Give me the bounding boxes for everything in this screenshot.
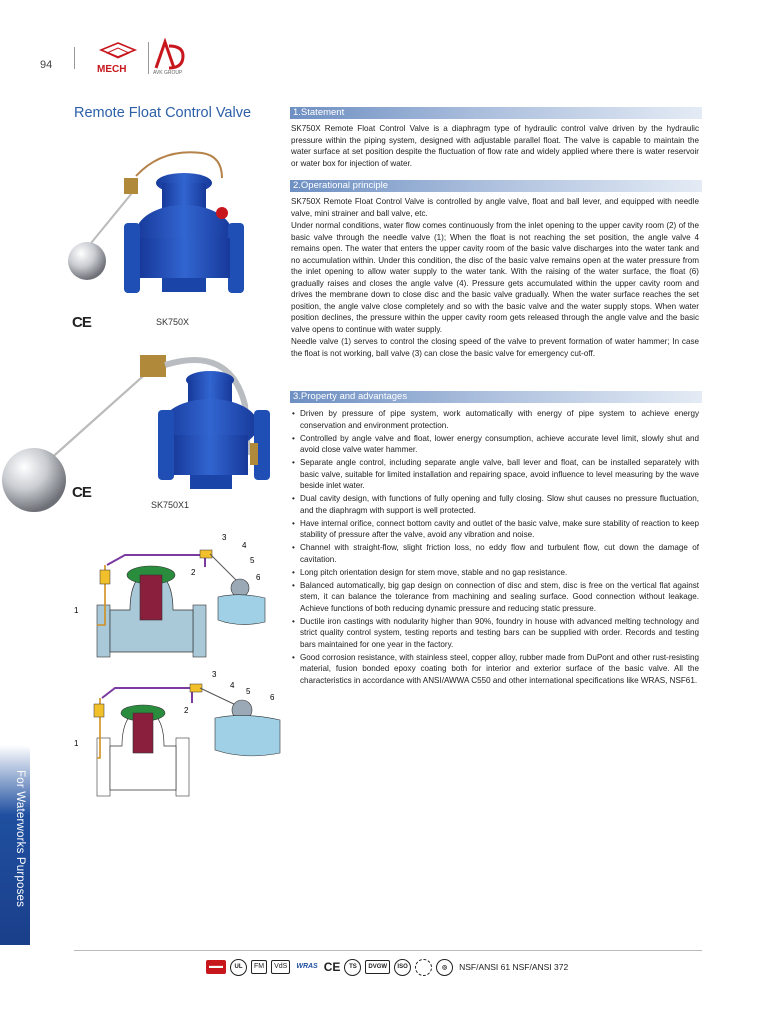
diagram-label: 6 [256, 573, 261, 582]
diagram-label: 3 [222, 533, 227, 542]
statement-text: SK750X Remote Float Control Valve is a diaphragm type of hydraulic control valve driven by the hydraulic pressure within the piping system, designed with adjustable parallel float. The valve is capable to maintain the water surface at set position despite the fluctuation of flow rate and widely applied where there is water reservoir or water box for injection of water. [291, 124, 699, 168]
iso-cert-icon: ISO [394, 959, 411, 976]
ce-mark-icon: CE [72, 314, 91, 331]
operational-paragraph: SK750X Remote Float Control Valve is controlled by angle valve, float and ball lever, and equipped with needle valve, mini strainer and ball valve, etc. [291, 197, 699, 218]
avk-logo-icon [153, 38, 187, 72]
property-item: • Channel with straight-flow, slight friction loss, no eddy flow and turbulent flow, cut down the damage of cavitation. [291, 542, 699, 565]
operational-text [291, 196, 699, 360]
diagram-label: 2 [184, 706, 189, 715]
property-item: • Long pitch orientation design for stem move, stable and no gap resistance. [291, 567, 699, 579]
logo-divider [148, 42, 149, 74]
diagram-label: 6 [270, 693, 275, 702]
diagram-label: 5 [246, 687, 251, 696]
certification-row [206, 958, 568, 976]
ul-cert-icon: UL [230, 959, 247, 976]
product-sk750x-image [62, 128, 262, 318]
operational-paragraph: Needle valve (1) serves to control the closing speed of the valve to prevent formation of water hammer; In case the float is not working, ball valve (3) can close the basic valve for emergency cut-off. [291, 337, 699, 358]
footer-divider [74, 950, 702, 951]
operation-diagram-2 [70, 668, 285, 803]
diagram-label: 1 [74, 606, 79, 615]
globe-cert-icon: ◎ [436, 959, 453, 976]
product-model-label: SK750X [156, 317, 190, 327]
product-title: Remote Float Control Valve [74, 105, 252, 121]
property-item: • Have internal orifice, connect bottom cavity and outlet of the basic valve, make sure stability of reaction to keep stability of pressure after the valve, avoid any vibration and noise. [291, 518, 699, 541]
diagram-label: 2 [191, 568, 196, 577]
property-item: • Good corrosion resistance, with stainless steel, copper alloy, rubber made from DuPont and other rust-resisting material, fusion bonded epoxy coating both for interior and exterior surface of the basic valve. All the characteristics in accordance with ANSI/AWWA C550 and other international specifications like WRAS, NSF61. [291, 652, 699, 687]
diagram-label: 4 [230, 681, 235, 690]
header-divider [74, 47, 75, 69]
wras-cert-icon: WRAS [296, 963, 318, 970]
side-tab-label: For Waterworks Purposes [14, 770, 26, 908]
page-number: 94 [40, 59, 53, 71]
property-item: • Dual cavity design, with functions of fully opening and fully closing. Slow shut causes no pressure fluctuation, and the diaphragm with support is well protected. [291, 493, 699, 516]
diagram-label: 1 [74, 739, 79, 748]
product-model-label: SK750X1 [151, 500, 190, 510]
operational-paragraph: Under normal conditions, water flow comes continuously from the inlet opening to the upper cavity room (2) of the basic valve through the needle valve (1); When the float is not reaching the set position, the angle valve 4 remains open. The water that enters the upper cavity room of the basic valve discharges into the water tank and no accumulation within. Under this condition, the disc of the basic valve remains open at the water pressure from the inlet opening to allow water supply to the water tank. With the raising of the water surface, the float (6) gradually raises and closes the angle valve (4). Pressure gets accumulated within the upper cavity room and drives the membrane down to close disc and the basic valve gradually. When the water surface reaches the set position, the angle valve close completely and so with the basic valve and the water supply stops. When water position declines, the pressure within the upper cavity room gets released through the angle valve and the basic valve opens to continue with water supply. [291, 221, 699, 334]
property-item: • Controlled by angle valve and float, lower energy consumption, achieve accurate level limit, slowly shut and avoid close valve water hammer. [291, 433, 699, 456]
operational-heading: 2.Operational principle [293, 180, 389, 191]
brand-name: MECH [97, 64, 127, 75]
nsf-standards: NSF/ANSI 61 NSF/ANSI 372 [459, 962, 569, 972]
cert-badge: ▬▬ [206, 960, 226, 974]
property-list [291, 408, 699, 688]
property-item: • Driven by pressure of pipe system, work automatically with energy of pipe system to achieve energy conservation and environment protection. [291, 408, 699, 431]
ts-cert-icon: TS [344, 959, 361, 976]
operation-diagram-1 [70, 530, 270, 665]
statement-heading-bar [290, 107, 702, 119]
diagram-label: 4 [242, 541, 247, 550]
ce-cert-icon: CE [323, 960, 341, 974]
seal-cert-icon [415, 959, 432, 976]
product-sk750x1-image [0, 325, 280, 515]
ce-mark-icon: CE [72, 484, 91, 501]
diagram-label: 5 [250, 556, 255, 565]
property-item: • Ductile iron castings with nodularity higher than 90%, foundry in house with advanced melting technology and strict quality control system, testing reports and testing bars can be supplied with order. Records and testing bars maintained for one year in the factory. [291, 616, 699, 651]
property-heading: 3.Property and advantages [293, 391, 408, 402]
fm-cert-icon: FM [251, 960, 267, 974]
vds-cert-icon: VdS [271, 960, 290, 974]
diagram-label: 3 [212, 670, 217, 679]
partner-caption: AVK GROUP [153, 70, 183, 76]
property-item: • Separate angle control, including separate angle valve, ball lever and float, can be installed separately with basic valve, suitable for limited installation and repairing space, avoid influence to level measuring by the wave beside inlet water. [291, 457, 699, 492]
dvgw-cert-icon: DVGW [365, 960, 390, 974]
statement-heading: 1.Statement [293, 107, 345, 118]
property-item: • Balanced automatically, big gap design on connection of disc and stem, disc is free on the vertical flat against stem, it can balance the tolerance from machining and sealing surface. Good connection without leakage. Achieve functions of both reducing dynamic pressure and reducing static pressure. [291, 580, 699, 615]
